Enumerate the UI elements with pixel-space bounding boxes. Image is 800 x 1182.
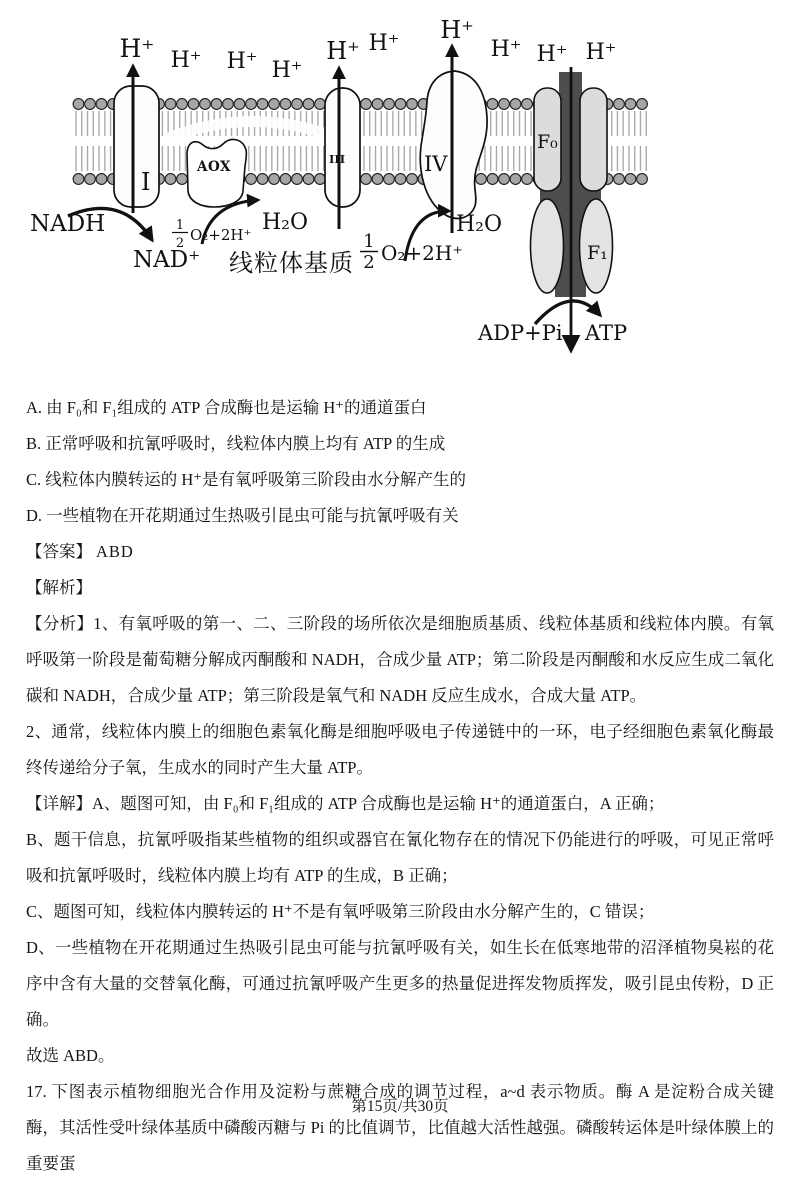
- option-a: A. 由 F₀和 F₁组成的 ATP 合成酶也是运输 H⁺的通道蛋白: [26, 398, 427, 417]
- water-label: H₂O: [456, 212, 503, 237]
- h-plus-label: H⁺: [536, 42, 568, 67]
- water-label: H₂O: [262, 210, 309, 235]
- answer-value: ABD: [96, 542, 134, 561]
- complex-IV-label: IV: [424, 152, 448, 176]
- question-17-text: 17. 下图表示植物细胞光合作用及淀粉与蔗糖合成的调节过程，a~d 表示物质。酶 A 是淀粉合成关键酶，其活性受叶绿体基质中磷酸丙糖与 Pi 的比值调节，比值越大活性越强。磷酸转运体是叶绿体膜上的重要蛋: [26, 1082, 775, 1173]
- f0-label: F₀: [537, 131, 558, 153]
- h-plus-label: H⁺: [440, 16, 474, 44]
- complex-IV-shape: [420, 71, 487, 218]
- fraction-denominator: 2: [175, 236, 185, 251]
- h-plus-label: H⁺: [585, 40, 617, 65]
- analysis-paragraph-1: 【分析】1、有氧呼吸的第一、二、三阶段的场所依次是细胞质基质、线粒体基质和线粒体内膜。有氧呼吸第一阶段是葡萄糖分解成丙酮酸和 NADH，合成少量 ATP；第二阶段是丙酮酸和水反应生成二氧化碳和 NADH，合成少量 ATP；第三阶段是氧气和 NADH 反应生成水，合成大量 ATP。: [26, 614, 774, 705]
- detail-option-c: C、题图可知，线粒体内膜转运的 H⁺不是有氧呼吸第三阶段由水分解产生的，C 错误；: [26, 902, 655, 921]
- solution-text: [26, 390, 774, 1182]
- oxygen-protons-label: O₂+2H⁺: [381, 241, 463, 265]
- analysis-tag: 【解析】: [26, 578, 92, 597]
- fraction-numerator: 1: [363, 231, 375, 252]
- complex-III-label: III: [329, 152, 346, 166]
- h-plus-label: H⁺: [119, 34, 155, 63]
- detail-option-a: 【详解】A、题图可知，由 F₀和 F₁组成的 ATP 合成酶也是运输 H⁺的通道蛋白，A 正确；: [26, 794, 665, 813]
- nadh-label: NADH: [30, 211, 106, 237]
- atp-label: ATP: [585, 321, 628, 345]
- f1-left-lobe: [531, 199, 564, 293]
- nad-plus-label: NAD⁺: [133, 247, 201, 273]
- h-plus-label: H⁺: [490, 37, 522, 62]
- oxygen-protons-label: O₂+2H⁺: [190, 226, 252, 244]
- conclusion: 故选 ABD。: [26, 1046, 115, 1065]
- fraction-numerator: 1: [175, 218, 185, 233]
- aox-label: AOX: [197, 159, 231, 175]
- page-number: 第15页/共30页: [351, 1098, 449, 1115]
- h-plus-label: H⁺: [226, 49, 258, 74]
- complex-I-shape: [114, 86, 159, 207]
- h-plus-label: H⁺: [170, 48, 202, 73]
- f0-right-pillar: [580, 88, 607, 191]
- mitochondria-etc-diagram: [0, 0, 800, 392]
- detail-option-d: D、一些植物在开花期通过生热吸引昆虫可能与抗氰呼吸有关，如生长在低寒地带的沼泽植物臭崧的花序中含有大量的交替氧化酶，可通过抗氰呼吸产生更多的热量促进挥发物质挥发，吸引昆虫传粉，D 正确。: [26, 938, 774, 1029]
- fraction-denominator: 2: [363, 252, 375, 273]
- h-plus-label: H⁺: [368, 31, 400, 56]
- option-b: B. 正常呼吸和抗氰呼吸时，线粒体内膜上均有 ATP 的生成: [26, 434, 446, 453]
- answer-tag: 【答案】: [26, 542, 92, 561]
- adp-pi-label: ADP+Pi: [478, 321, 563, 345]
- detail-option-b: B、题干信息，抗氰呼吸指某些植物的组织或器官在氰化物存在的情况下仍能进行的呼吸，可见正常呼吸和抗氰呼吸时，线粒体内膜上均有 ATP 的生成，B 正确；: [26, 830, 774, 885]
- analysis-paragraph-2: 2、通常，线粒体内膜上的细胞色素氧化酶是细胞呼吸电子传递链中的一环，电子经细胞色素氧化酶最终传递给分子氧，生成水的同时产生大量 ATP。: [26, 722, 774, 777]
- complex-I-label: I: [141, 168, 151, 196]
- f1-label: F₁: [587, 242, 608, 264]
- option-d: D. 一些植物在开花期通过生热吸引昆虫可能与抗氰呼吸有关: [26, 506, 459, 525]
- complex-III-shape: [325, 88, 360, 207]
- membrane-highlight: [168, 121, 332, 138]
- h-plus-label: H⁺: [326, 37, 360, 65]
- answer-row: [26, 534, 774, 570]
- h-plus-label: H⁺: [271, 58, 303, 83]
- option-c: C. 线粒体内膜转运的 H⁺是有氧呼吸第三阶段由水分解产生的: [26, 470, 467, 489]
- matrix-label: 线粒体基质: [229, 249, 354, 277]
